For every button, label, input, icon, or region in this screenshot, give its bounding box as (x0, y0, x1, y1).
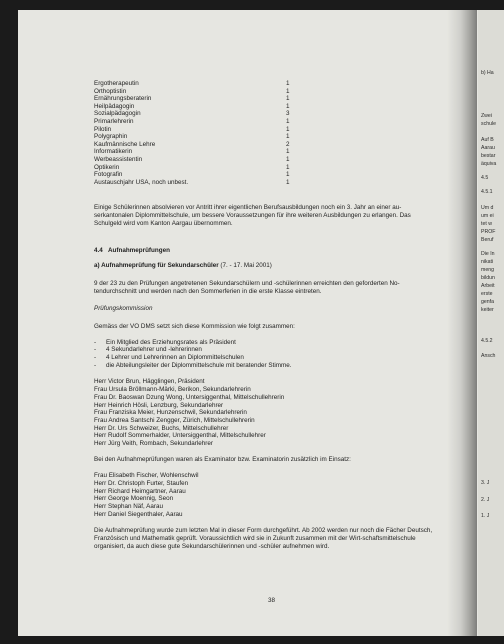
list-item-label: Polygraphin (94, 133, 128, 141)
list-item-label: Optikerin (94, 163, 120, 171)
facing-text: Beruf (481, 237, 494, 243)
list-item-label: Ein Mitglied des Erziehungsrates als Präsident (106, 338, 236, 346)
list-item-label: Sozialpädagogin (94, 110, 141, 118)
examiner-name: Herr Richard Heimgartner, Aarau (94, 487, 186, 495)
member-name: Herr Dr. Urs Schweizer, Buchs, Mittelschullehrer (94, 424, 229, 432)
list-item (94, 103, 434, 111)
list-item-count: 1 (286, 117, 290, 125)
examiner-name: Herr George Moennig, Seon (94, 495, 174, 503)
commission-list (94, 339, 434, 370)
list-item-label: die Abteilungsleiter der Diplommittelschule mit beratender Stimme. (106, 361, 292, 369)
list-item (94, 171, 434, 179)
facing-text: tet w (481, 221, 492, 227)
member-name: Herr Rudolf Sommerhalder, Untersiggenthal, Mittelschullehrer (94, 432, 266, 440)
subsection-title: a) Aufnahmeprüfung für Sekundarschüler (94, 262, 219, 270)
list-item-count: 1 (286, 102, 290, 110)
facing-text: Ansch (481, 353, 496, 359)
list-item (94, 95, 434, 103)
list-item (94, 88, 434, 96)
member-name: Herr Victor Brun, Hägglingen, Präsident (94, 378, 205, 386)
facing-text: Aarau (481, 145, 495, 151)
facing-page-edge (478, 10, 504, 636)
list-item-count: 1 (286, 80, 290, 87)
facing-text: 4.5.1 (481, 189, 493, 195)
facing-text: keiter (481, 307, 494, 313)
paragraph: Einige Schülerinnen absolvieren vor Antritt ihrer eigentlichen Berufsausbildungen noch ein 3. Jahr an einer au-serkantonalen Diplommittelschule, um bessere Voraussetzungen für ihre weiteren Ausbildungen zu erlangen. Das Schulgeld wird vom Kanton Aargau übernommen. (94, 204, 411, 227)
facing-text: Arbeit (481, 283, 495, 289)
member-name: Herr Heinrich Hösli, Lenzburg, Sekundarlehrer (94, 401, 224, 409)
facing-text: Zwei (481, 113, 492, 119)
commission-heading: Prüfungskommission (94, 305, 153, 313)
book-spine-shadow (447, 10, 477, 636)
list-item-label: Pilotin (94, 125, 112, 133)
examiner-name: Herr Stephan Näf, Aarau (94, 503, 163, 511)
list-item-label: Austauschjahr USA, noch unbest. (94, 178, 189, 186)
list-item: - 4 Sekundarlehrer und -lehrerinnen (94, 346, 202, 354)
list-item-label: Ergotherapeutin (94, 80, 139, 87)
examiner-name: Frau Elisabeth Fischer, Wohlenschwil (94, 472, 199, 480)
list-item (94, 133, 434, 141)
list-item (94, 141, 434, 149)
list-item-label: 4 Lehrer und Lehrerinnen an Diplommittelschulen (106, 354, 244, 362)
facing-text: 4.5 (481, 175, 489, 181)
list-item-label: Informatikerin (94, 148, 133, 156)
list-item-label: Orthoptistin (94, 87, 127, 95)
member-name: Frau Dr. Baoswan Dzung Wong, Untersiggenthal, Mittelschullehrerin (94, 393, 285, 401)
facing-text: 4.5.2 (481, 338, 493, 344)
facing-text: PROF (481, 229, 496, 235)
paragraph: Bei den Aufnahmeprüfungen waren als Examinator bzw. Examinatorin zusätzlich im Einsatz: (94, 455, 351, 463)
member-name: Frau Andrea Santschi Zengger, Zürich, Mittelschullehrerin (94, 416, 255, 424)
facing-text: Um d (481, 205, 494, 211)
list-item (94, 126, 434, 134)
commission-members (94, 378, 434, 447)
list-item-count: 1 (286, 178, 290, 186)
paragraph: 9 der 23 zu den Prüfungen angetretenen Sekundarschülern und -schülerinnen erreichten den geforderten No-tendurchschnitt und werden nach den Sommerferien in die erste Klasse eintreten. (94, 279, 400, 295)
facing-text: Die In (481, 251, 495, 257)
list-item (94, 179, 434, 187)
list-item: - 4 Lehrer und Lehrerinnen an Diplommittelschulen (94, 354, 244, 362)
facing-text: schule (481, 121, 496, 127)
list-item-count: 2 (286, 140, 290, 148)
profession-list (94, 80, 434, 186)
list-item-label: Primarlehrerin (94, 117, 134, 125)
section-heading (94, 247, 434, 255)
list-item-label: Kaufmännische Lehre (94, 140, 156, 148)
facing-text: 3. J (481, 480, 490, 486)
list-item-count: 1 (286, 155, 290, 163)
list-item (94, 118, 434, 126)
list-item-count: 3 (286, 110, 290, 118)
facing-text: genfa (481, 299, 494, 305)
list-item-count: 1 (286, 87, 290, 95)
section-title: Aufnahmeprüfungen (108, 247, 170, 255)
facing-text: bildun (481, 275, 495, 281)
member-name: Frau Ursula Bröllmann-Märki, Berikon, Sekundarlehrerin (94, 386, 251, 394)
subsection-date: (7. - 17. Mai 2001) (220, 262, 272, 270)
list-item: - die Abteilungsleiter der Diplommittelschule mit beratender Stimme. (94, 361, 292, 369)
list-item-count: 1 (286, 133, 290, 141)
list-item-count: 1 (286, 148, 290, 156)
facing-text: meng (481, 267, 494, 273)
list-item (94, 164, 434, 172)
list-item-count: 1 (286, 163, 290, 171)
facing-text: erste (481, 291, 493, 297)
list-item-label: Fotografin (94, 171, 123, 179)
list-item (94, 110, 434, 118)
facing-text: b) Ha (481, 70, 494, 76)
facing-text: um ei (481, 213, 494, 219)
examiner-name: Herr Dr. Christoph Furter, Staufen (94, 480, 189, 488)
facing-text: bestar (481, 153, 496, 159)
list-item: - Ein Mitglied des Erziehungsrates als Präsident (94, 338, 236, 346)
facing-text: äquiva (481, 161, 497, 167)
examiner-name: Herr Daniel Siegenthaler, Aarau (94, 510, 183, 518)
list-item-label: 4 Sekundarlehrer und -lehrerinnen (106, 346, 202, 354)
examiners-list (94, 472, 434, 518)
list-item (94, 156, 434, 164)
list-item-label: Ernährungsberaterin (94, 95, 152, 103)
paragraph: Die Aufnahmeprüfung wurde zum letzten Mal in dieser Form durchgeführt. Ab 2002 werden nur noch die Fächer Deutsch, Französisch und Mathematik geprüft. Voraussichtlich wird sie in Zukunft zusammen mit der Wirt-schaftsmittelschule organisiert, da auch diese gute Sekundarschülerinnen und -schüler aufnehmen wird. (94, 527, 433, 550)
member-name: Frau Franziska Meier, Hunzenschwil, Sekundarlehrerin (94, 409, 247, 417)
facing-text: Auf B (481, 137, 494, 143)
facing-text: 1. J (481, 513, 490, 519)
page-content (94, 80, 434, 551)
paragraph: Gemäss der VO DMS setzt sich diese Kommission wie folgt zusammen: (94, 322, 295, 330)
list-item-label: Werbeassistentin (94, 155, 143, 163)
list-item-count: 1 (286, 125, 290, 133)
list-item-count: 1 (286, 171, 290, 179)
facing-text: 2. J (481, 497, 490, 503)
subsection-heading (94, 262, 434, 270)
list-item-count: 1 (286, 95, 290, 103)
list-item (94, 80, 434, 88)
list-item-label: Heilpädagogin (94, 102, 135, 110)
member-name: Herr Jürg Veith, Rombach, Sekundarlehrer (94, 439, 213, 447)
facing-text: nikati (481, 259, 494, 265)
section-number: 4.4 (94, 247, 103, 255)
page-number: 38 (268, 597, 276, 604)
list-item (94, 148, 434, 156)
